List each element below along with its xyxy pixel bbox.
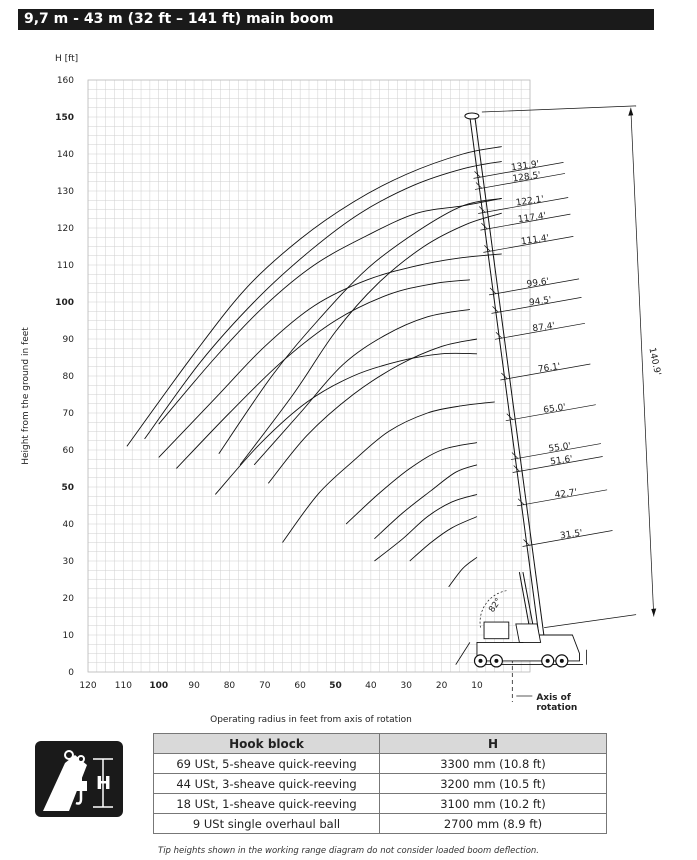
x-tick-label: 70: [259, 681, 271, 691]
boom-head: [465, 113, 479, 119]
range-curve: [374, 465, 477, 539]
boom-length-label: 51.6': [549, 454, 574, 468]
range-curve: [374, 494, 477, 561]
x-tick-label: 90: [188, 681, 200, 691]
x-tick-label: 120: [79, 681, 97, 691]
x-tick-label: 110: [114, 681, 132, 691]
range-curve: [268, 339, 477, 483]
y-tick-label: 140: [56, 150, 74, 160]
h-cell: 3100 mm (10.2 ft): [380, 794, 607, 814]
hook-icon-label: H: [96, 773, 112, 794]
table-row: [154, 774, 607, 794]
footnote: Tip heights shown in the working range diagram do not consider loaded boom deflection.: [158, 846, 539, 856]
table-row: [154, 814, 607, 834]
y-tick-label: 130: [56, 187, 74, 197]
x-tick-label: 50: [329, 681, 342, 691]
h-cell: 3300 mm (10.8 ft): [380, 754, 607, 774]
boom-length-label: 31.5': [559, 528, 584, 542]
wheel-hub: [478, 659, 482, 663]
dimension-extension-bottom: [544, 615, 636, 628]
x-axis-title: Operating radius in feet from axis of rotation: [210, 715, 412, 725]
boom-length-label: 128.5': [512, 170, 542, 185]
y-tick-label: 20: [62, 594, 74, 604]
boom-length-label: 111.4': [520, 233, 550, 248]
x-tick-label: 30: [400, 681, 412, 691]
boom-length-labels: [474, 159, 613, 546]
boom-length-label: 76.1': [537, 361, 562, 375]
y-tick-label: 30: [62, 557, 74, 567]
y-tick-label: 100: [55, 298, 74, 308]
total-height-label: 140.9': [646, 346, 663, 377]
table-row: [154, 754, 607, 774]
boom-length-label: 99.6': [526, 276, 550, 290]
y-tick-label: 10: [62, 631, 74, 641]
y-tick-label: 0: [68, 668, 74, 678]
y-tick-label: 70: [62, 409, 74, 419]
h-cell: 3200 mm (10.5 ft): [380, 774, 607, 794]
dimension-arrow: [651, 609, 656, 617]
range-curve: [346, 443, 477, 524]
h-cell: 2700 mm (8.9 ft): [380, 814, 607, 834]
table-row: [154, 794, 607, 814]
x-tick-label: 80: [223, 681, 236, 691]
axis-of-rotation-label: Axis of: [536, 693, 571, 703]
header-hook-block: Hook block: [154, 734, 380, 754]
table-header-row: [154, 734, 607, 754]
boom-length-label: 94.5': [528, 295, 553, 309]
x-tick-label: 40: [365, 681, 377, 691]
boom-length-label: 122.1': [515, 194, 545, 209]
hook-block-cell: 69 USt, 5-sheave quick-reeving: [154, 754, 380, 774]
y-tick-label: 80: [62, 372, 74, 382]
range-curve: [215, 353, 477, 494]
y-tick-label: 160: [56, 76, 74, 86]
hook-block-table: [153, 733, 607, 834]
y-tick-label: 110: [56, 261, 74, 271]
x-tick-label: 100: [149, 681, 169, 691]
superstructure: [516, 624, 541, 643]
boom-length-label: 65.0': [542, 402, 567, 416]
x-tick-label: 60: [294, 681, 306, 691]
boom-length-label: 42.7': [554, 487, 578, 501]
dimension-arrow: [628, 108, 633, 116]
y-tick-label: 50: [61, 483, 74, 493]
dimension-extension-top: [482, 106, 636, 112]
header-h: H: [380, 734, 607, 754]
boom-length-label: 131.9': [510, 159, 540, 174]
y-tick-label: 90: [62, 335, 74, 345]
hook-block-icon: [35, 741, 123, 817]
wheel-hub: [494, 659, 498, 663]
range-curve: [449, 557, 477, 587]
y-tick-label: 120: [56, 224, 74, 234]
hook-block-cell: 9 USt single overhaul ball: [154, 814, 380, 834]
x-tick-label: 20: [435, 681, 448, 691]
wheel-hub: [560, 659, 564, 663]
unit-label: H [ft]: [55, 54, 79, 64]
y-axis-title: Height from the ground in feet: [21, 327, 31, 465]
chart-title: 9,7 m - 43 m (32 ft – 141 ft) main boom: [18, 9, 654, 30]
crane-cab: [484, 622, 509, 639]
angle-label: 82°: [487, 596, 504, 615]
y-tick-label: 60: [62, 446, 74, 456]
boom-length-label: 55.0': [547, 441, 572, 455]
wheel-hub: [546, 659, 550, 663]
range-curve: [127, 147, 502, 447]
hook-block-cell: 44 USt, 3-sheave quick-reeving: [154, 774, 380, 794]
y-tick-label: 150: [55, 113, 74, 123]
hook-block-cell: 18 USt, 1-sheave quick-reeving: [154, 794, 380, 814]
y-tick-label: 40: [62, 520, 74, 530]
boom-length-label: 117.4': [517, 211, 547, 226]
x-tick-label: 10: [471, 681, 483, 691]
axis-of-rotation-label: rotation: [536, 703, 578, 713]
boom-length-label: 87.4': [531, 321, 556, 335]
